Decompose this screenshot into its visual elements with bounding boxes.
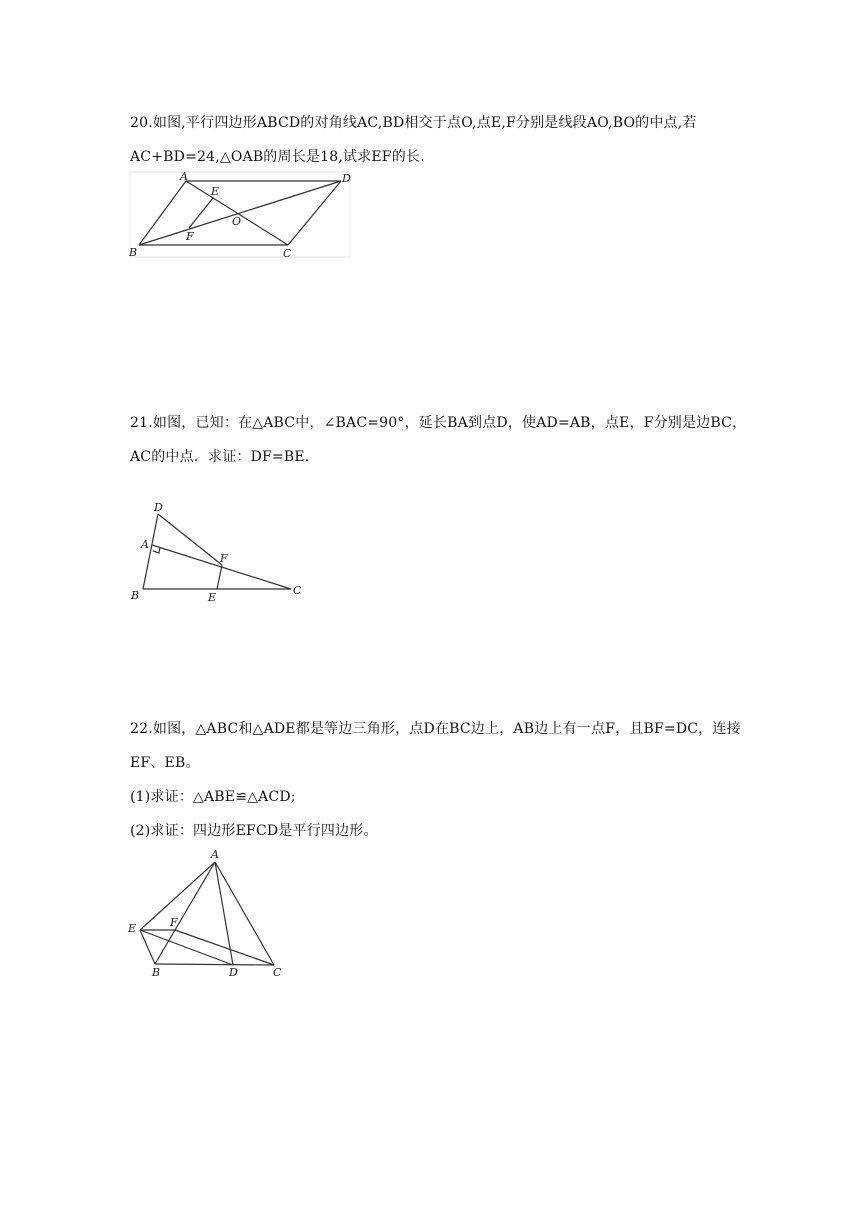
segment-fc — [175, 930, 274, 965]
label-b: B — [152, 966, 161, 979]
label-e: E — [211, 185, 220, 198]
label-b: B — [129, 246, 138, 259]
label-b: B — [131, 589, 140, 602]
label-d: D — [229, 966, 238, 979]
right-angle-mark — [153, 547, 160, 553]
label-f: F — [186, 230, 194, 243]
segment-fe — [217, 565, 222, 589]
label-f: F — [170, 916, 178, 929]
problem-20-figure — [128, 170, 353, 262]
label-e: E — [128, 922, 137, 935]
label-f: F — [220, 552, 228, 565]
segment-ab — [155, 862, 215, 964]
problem-22-subquestion-1: (1)求证：△ABE≌△ACD; — [130, 789, 296, 805]
problem-21-line-2: AC的中点．求证：DF=BE. — [130, 449, 310, 465]
edge-ab — [139, 181, 186, 245]
label-o: O — [232, 215, 242, 228]
segment-bc — [155, 964, 274, 965]
label-d: D — [342, 172, 351, 185]
problem-20-line-2: AC+BD=24,△OAB的周长是18,试求EF的长. — [130, 149, 425, 165]
problem-21-line-1: 21.如图，已知：在△ABC中，∠BAC=90°，延长BA到点D，使AD=AB，点E，F分别是边BC， — [130, 415, 747, 431]
diagonal-bd — [139, 181, 341, 245]
segment-ed — [140, 930, 233, 965]
label-a: A — [141, 538, 149, 551]
problem-22-line-2: EF、EB。 — [130, 755, 200, 771]
problem-22-figure — [126, 846, 296, 982]
label-c: C — [293, 584, 302, 597]
label-a: A — [211, 848, 219, 861]
label-c: C — [273, 966, 282, 979]
edge-dc — [288, 181, 341, 245]
problem-22-line-1: 22.如图，△ABC和△ADE都是等边三角形，点D在BC边上，AB边上有一点F，且BF=DC，连接 — [130, 721, 741, 737]
label-d: D — [154, 501, 163, 514]
segment-ef — [189, 198, 213, 228]
problem-22-subquestion-2: (2)求证：四边形EFCD是平行四边形。 — [130, 823, 378, 839]
label-c: C — [283, 247, 292, 260]
label-a: A — [180, 170, 188, 183]
label-e: E — [208, 591, 217, 604]
problem-20-line-1: 20.如图,平行四边形ABCD的对角线AC,BD相交于点O,点E,F分别是线段AO,BO的中点,若 — [130, 115, 697, 131]
problem-21-figure — [128, 498, 308, 604]
